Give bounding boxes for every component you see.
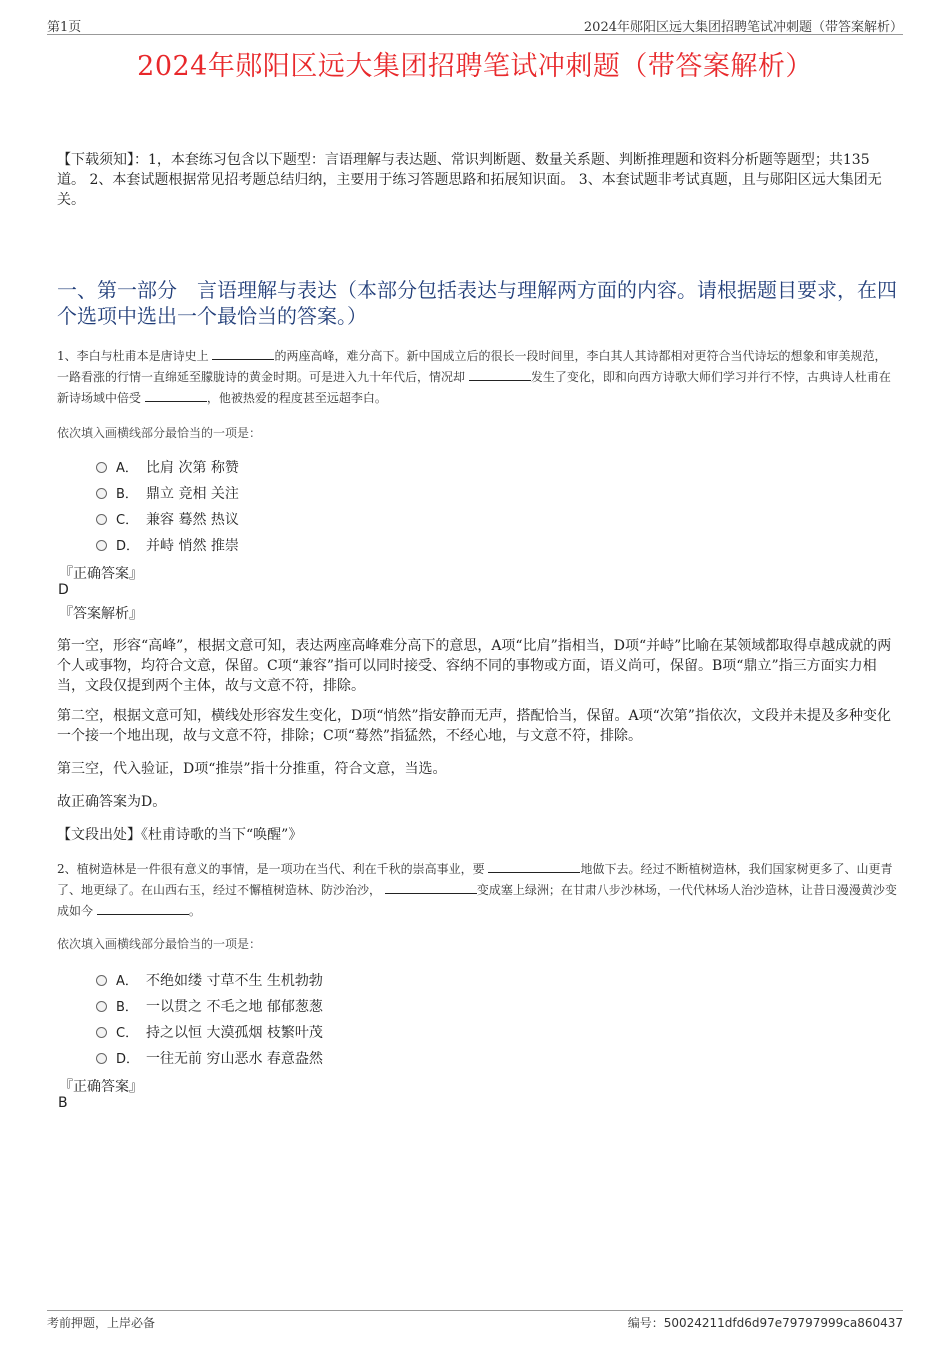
option-letter: A． <box>116 974 138 989</box>
q1-text-part: 的两座高峰，难分高下。新中国成立后的很长一段时间里，李白其人其诗都相对更符合当代诗坛的想象和审美规范，一路看涨的行情一直绵延至朦胧诗的黄金时期。可是进入九十年代后，情况却 <box>57 349 887 384</box>
header-doc-title: 2024年郧阳区远大集团招聘笔试冲刺题（带答案解析） <box>583 20 903 35</box>
page-header <box>47 14 903 35</box>
radio-icon[interactable] <box>96 540 107 551</box>
q1-text-part: 发生了变化，即和向西方诗歌大师们学习并行不悖，古典诗人杜甫在新诗场域中倍受 <box>57 370 891 405</box>
radio-icon[interactable] <box>96 1001 107 1012</box>
q2-option-a[interactable] <box>96 970 323 990</box>
radio-icon[interactable] <box>96 1053 107 1064</box>
serial-label: 编号： <box>627 1316 664 1330</box>
q1-text-part: 1、李白与杜甫本是唐诗史上 <box>57 349 213 363</box>
q1-option-d[interactable] <box>96 535 239 555</box>
fill-blank <box>145 389 207 402</box>
q2-answer: B <box>58 1095 68 1111</box>
option-letter: C． <box>116 513 139 528</box>
option-text: 不绝如缕 寸草不生 生机勃勃 <box>146 973 323 989</box>
option-text: 鼎立 竞相 关注 <box>146 486 239 502</box>
footer-serial <box>628 1314 903 1331</box>
fill-blank <box>97 902 189 915</box>
option-text: 一往无前 穷山恶水 春意盎然 <box>146 1051 323 1067</box>
option-text: 比肩 次第 称赞 <box>146 460 239 476</box>
passage-source: 【文段出处】《杜甫诗歌的当下“唤醒”》 <box>57 827 303 843</box>
option-letter: A． <box>116 461 138 476</box>
option-text: 兼容 蓦然 热议 <box>146 512 239 528</box>
download-notice: 【下载须知】：1，本套练习包含以下题型：言语理解与表达题、常识判断题、数量关系题、判断推理题和资料分析题等题型；共135道。 2、本套试题根据常见招考题总结归纳，主要用于练习答题思路和拓展知识面。 3、本套试题非考试真题，且与郧阳区远大集团无关。 <box>57 152 882 208</box>
fill-blank <box>385 881 477 894</box>
option-letter: D． <box>116 539 140 554</box>
option-letter: C． <box>116 1026 139 1041</box>
q1-option-a[interactable] <box>96 457 239 477</box>
q2-option-b[interactable] <box>96 996 323 1016</box>
q2-text-part: 地做下去。经过不断植树造林，我们国家树更多了、山更青了、地更绿了。在山西右玉，经过不懈植树造林、防沙治沙， <box>57 862 893 897</box>
option-letter: B． <box>116 1000 138 1015</box>
analysis-paragraph: 第一空，形容“高峰”，根据文意可知，表达两座高峰难分高下的意思，A项“比肩”指相当，D项“并峙”比喻在某领域都取得卓越成就的两个人或事物，均符合文意，保留。C项“兼容”指可以同时接受、容纳不同的事物或方面，语义尚可，保留。B项“鼎立”指三方面实力相当，文段仅提到两个主体，故与文意不符，排除。 <box>57 638 892 694</box>
option-letter: D． <box>116 1052 140 1067</box>
serial-number: 50024211dfd6d97e79797999ca860437 <box>663 1316 903 1330</box>
option-text: 持之以恒 大漠孤烟 枝繁叶茂 <box>146 1025 323 1041</box>
q2-text-part: 变成塞上绿洲；在甘肃八步沙林场，一代代林场人治沙造林，让昔日漫漫黄沙变成如今 <box>57 883 897 918</box>
question-2-stem <box>57 859 897 922</box>
radio-icon[interactable] <box>96 975 107 986</box>
analysis-paragraph: 第二空，根据文意可知，横线处形容发生变化，D项“悄然”指安静而无声，搭配恰当，保留。A项“次第”指依次，文段并未提及多种变化一个接一个地出现，故与文意不符，排除；C项“蓦然”指猛然，不经心地，与文意不符，排除。 <box>57 708 891 744</box>
q2-text-part: 。 <box>188 904 201 918</box>
q2-text-part: 2、植树造林是一件很有意义的事情，是一项功在当代、利在千秋的崇高事业，要 <box>57 862 489 876</box>
footer-slogan: 考前押题，上岸必备 <box>47 1316 156 1330</box>
analysis-paragraph: 第三空，代入验证，D项“推崇”指十分推重，符合文意，当选。 <box>57 761 447 777</box>
option-text: 并峙 悄然 推崇 <box>146 538 239 554</box>
page-footer <box>47 1310 903 1331</box>
fill-blank <box>212 347 274 360</box>
option-text: 一以贯之 不毛之地 郁郁葱葱 <box>146 999 323 1015</box>
q2-option-c[interactable] <box>96 1022 323 1042</box>
q1-analysis-label: 『答案解析』 <box>59 606 143 622</box>
q1-answer-label: 『正确答案』 <box>59 566 143 582</box>
fill-blank <box>488 860 580 873</box>
question-1-stem <box>57 346 897 409</box>
question-1-prompt: 依次填入画横线部分最恰当的一项是： <box>57 426 262 440</box>
q1-answer: D <box>58 582 69 598</box>
q1-option-c[interactable] <box>96 509 239 529</box>
q1-text-part: ，他被热爱的程度甚至远超李白。 <box>206 391 387 405</box>
question-2-prompt: 依次填入画横线部分最恰当的一项是： <box>57 937 262 951</box>
analysis-conclusion: 故正确答案为D。 <box>57 794 167 810</box>
q2-option-d[interactable] <box>96 1048 323 1068</box>
page-title: 2024年郧阳区远大集团招聘笔试冲刺题（带答案解析） <box>137 51 813 82</box>
option-letter: B． <box>116 487 138 502</box>
q1-option-b[interactable] <box>96 483 239 503</box>
radio-icon[interactable] <box>96 488 107 499</box>
radio-icon[interactable] <box>96 462 107 473</box>
page-number: 第1页 <box>47 20 82 35</box>
fill-blank <box>469 368 531 381</box>
q2-answer-label: 『正确答案』 <box>59 1079 143 1095</box>
radio-icon[interactable] <box>96 1027 107 1038</box>
section-heading: 一、第一部分 言语理解与表达（本部分包括表达与理解两方面的内容。请根据题目要求，在四个选项中选出一个最恰当的答案。） <box>57 278 897 328</box>
radio-icon[interactable] <box>96 514 107 525</box>
